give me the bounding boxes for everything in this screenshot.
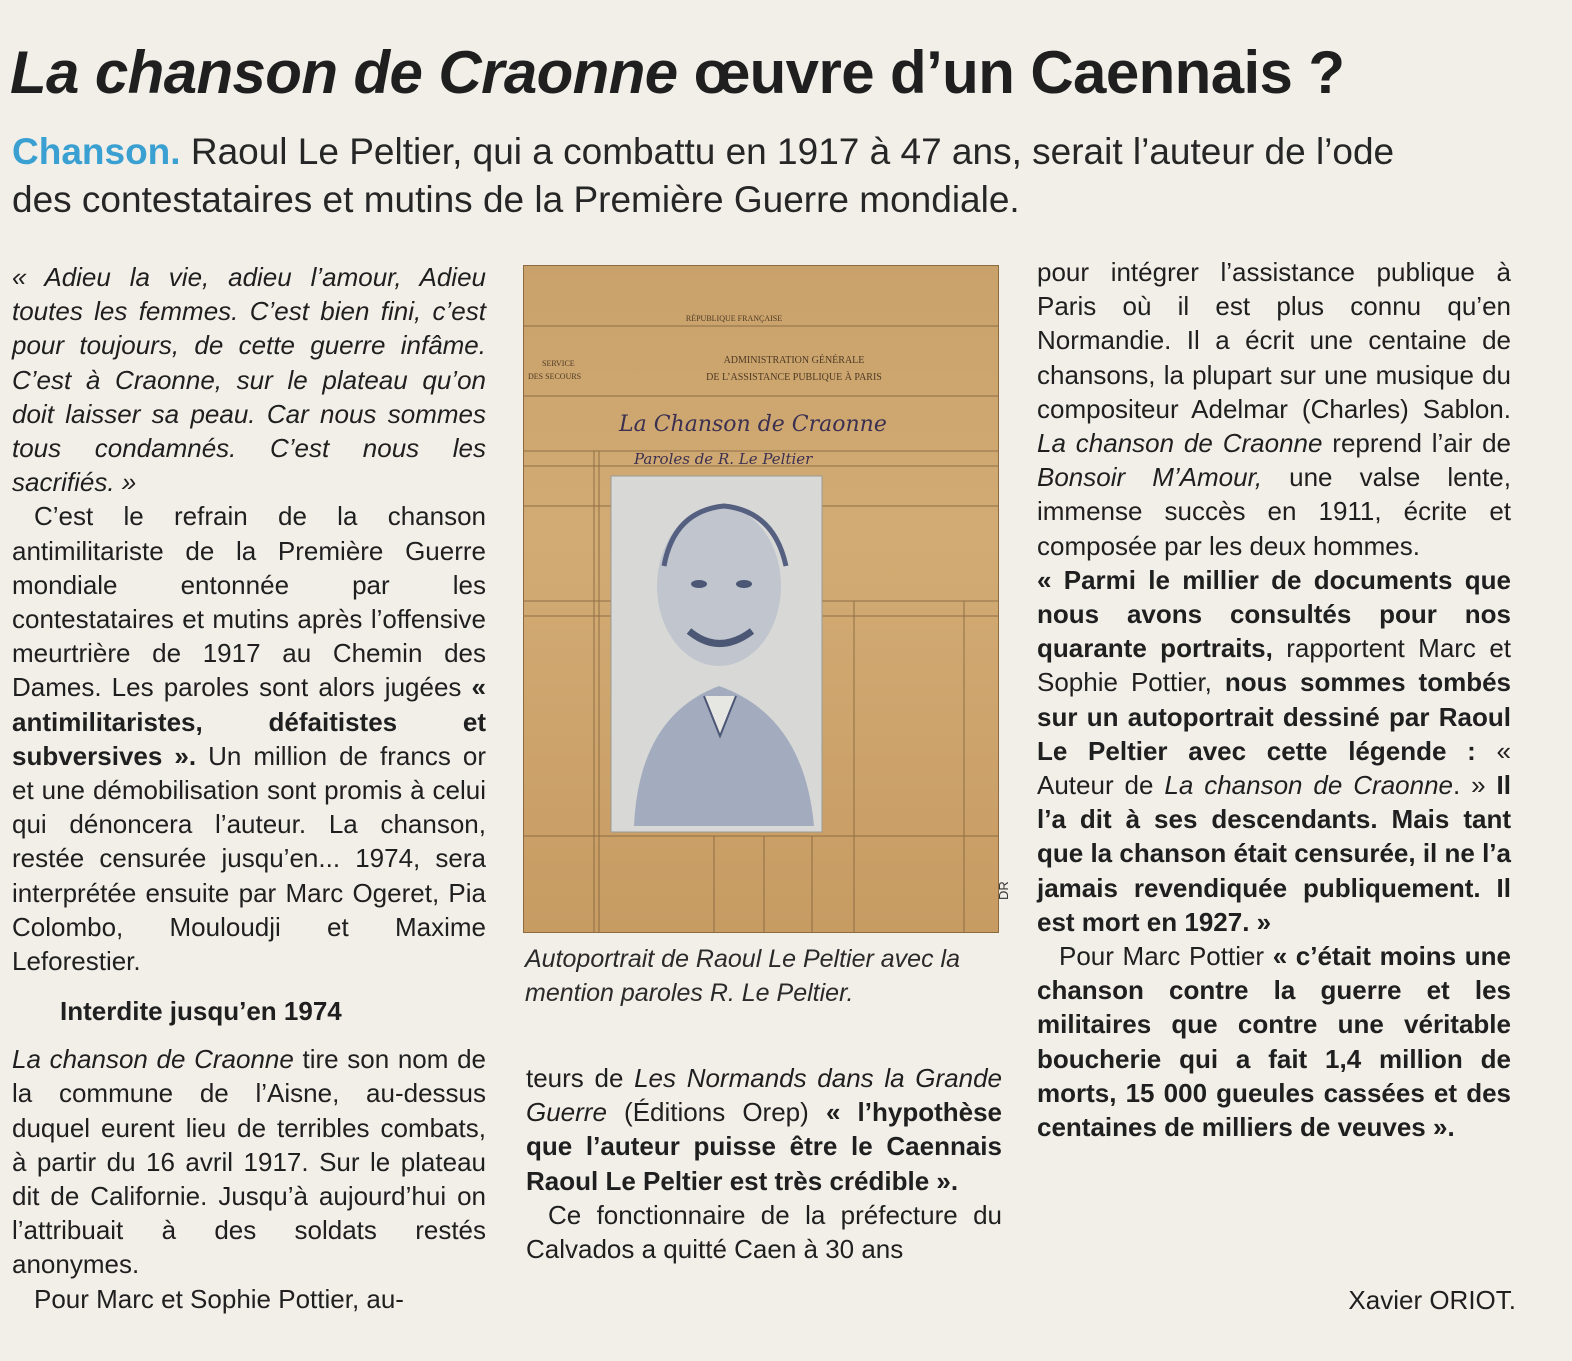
deck (12, 128, 1412, 224)
headline-rest: œuvre d’un Caennais ? (677, 39, 1345, 106)
photo-credit: DR (996, 881, 1011, 900)
col1-paragraph-2: C’est le refrain de la chanson antimilitariste de la Première Guerre mondiale entonnée par les contestataires et mutins après l’offensive meurtrière de 1917 au Chemin des Dames. Les paroles sont alors jugées « antimilitaristes, défaitistes et subversives ». Un million de francs or et une démobilisation sont promis à celui qui dénoncera l’auteur. La chanson, restée censurée jusqu’en... 1974, sera interprétée ensuite par Marc Ogeret, Pia Colombo, Mouloudji et Maxime Leforestier. (12, 501, 486, 977)
photo-admin-1: ADMINISTRATION GÉNÉRALE (723, 355, 865, 366)
sketched-portrait (611, 476, 822, 832)
subhead: Interdite jusqu’en 1974 (60, 996, 342, 1027)
column-2 (526, 1061, 1002, 1266)
col3-paragraph-3: Pour Marc Pottier « c’était moins une chanson contre la guerre et les militaires que contre une véritable boucherie qui a fait 1,4 million de morts, 15 000 gueules cassées et des centaines de milliers de veuves ». (1037, 941, 1511, 1143)
col2-paragraph-1: teurs de Les Normands dans la Grande Guerre (Éditions Orep) « l’hypothèse que l’auteur puisse être le Caennais Raoul Le Peltier est très crédible ». (526, 1063, 1003, 1196)
deck-text: Raoul Le Peltier, qui a combattu en 1917 à 47 ans, serait l’auteur de l’ode des contestataires et mutins de la Première Guerre mondiale. (12, 131, 1395, 220)
col1-quote: « Adieu la vie, adieu l’amour, Adieu toutes les femmes. C’est bien fini, c’est pour toujours, de cette guerre infâme. C’est à Craonne, sur le plateau qu’on doit laisser sa peau. Car nous sommes tous condamnés. C’est nous les sacrifiés. » (12, 262, 486, 498)
photo-caption: Autoportrait de Raoul Le Peltier avec la mention paroles R. Le Peltier. (525, 945, 960, 1007)
photo-handwritten-credit: Paroles de R. Le Peltier (634, 450, 813, 468)
col3-paragraph-1: pour intégrer l’assistance publique à Paris où il est plus connu qu’en Normandie. Il a écrit une centaine de chansons, la plupart sur une musique du compositeur Adelmar (Charles) Sablon. La chanson de Craonne reprend l’air de Bonsoir M’Amour, une valse lente, immense succès en 1911, écrite et composée par les deux hommes. (1037, 257, 1512, 561)
column-3 (1037, 255, 1511, 1144)
archival-document-photo (523, 265, 999, 933)
photo-handwritten-title: La Chanson de Craonne (619, 412, 887, 437)
photo-republique: RÉPUBLIQUE FRANÇAISE (685, 314, 783, 323)
col3-paragraph-2: « Parmi le millier de documents que nous avons consultés pour nos quarante portraits, rapportent Marc et Sophie Pottier, nous sommes tombés sur un autoportrait dessiné par Raoul Le Peltier avec cette légende : « Auteur de La chanson de Craonne. » Il l’a dit à ses descendants. Mais tant que la chanson était censurée, il ne l’a jamais revendiquée publiquement. Il est mort en 1927. » (1037, 564, 1512, 937)
photo-service-2: DES SECOURS (528, 372, 582, 381)
col1-paragraph-3: La chanson de Craonne tire son nom de la commune de l’Aisne, au-dessus duquel eurent lieu de terribles combats, à partir du 16 avril 1917. Sur le plateau dit de Californie. Jusqu’à aujourd’hui on l’attribuait à des soldats restés anonymes. (12, 1044, 486, 1280)
photo-admin-2: DE L’ASSISTANCE PUBLIQUE À PARIS (706, 372, 882, 383)
col1-paragraph-4: Pour Marc et Sophie Pottier, au- (34, 1283, 404, 1314)
headline-italic: La chanson de Craonne (10, 39, 678, 106)
photo-service-1: SERVICE (542, 359, 575, 368)
col2-paragraph-2: Ce fonctionnaire de la préfecture du Calvados a quitté Caen à 30 ans (526, 1199, 1002, 1265)
kicker: Chanson. (12, 131, 181, 172)
author-signature: Xavier ORIOT. (1348, 1285, 1516, 1315)
headline (10, 36, 1550, 110)
column-1 (12, 260, 486, 1316)
